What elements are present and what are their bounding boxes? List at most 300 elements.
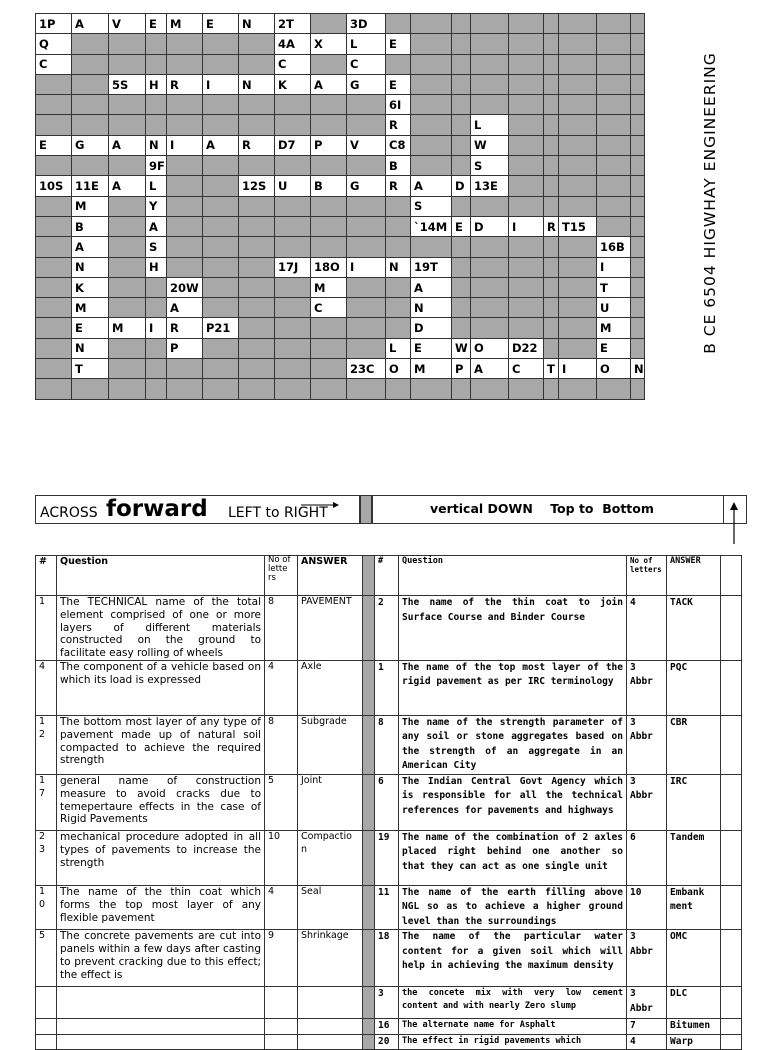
grid-block — [631, 237, 645, 257]
grid-block — [311, 338, 347, 358]
grid-block — [509, 379, 544, 399]
grid-cell: 4A — [275, 34, 311, 54]
grid-block — [146, 338, 167, 358]
grid-block — [471, 34, 509, 54]
down-clue-letters: 3 Abbr — [627, 774, 667, 830]
grid-block — [167, 54, 203, 74]
grid-block — [311, 14, 347, 34]
grid-block — [597, 34, 631, 54]
grid-block — [597, 14, 631, 34]
empty-cell — [721, 987, 742, 1019]
grid-block — [386, 237, 411, 257]
grid-block — [239, 34, 275, 54]
across-clue-answer — [298, 987, 363, 1019]
grid-block — [544, 54, 559, 74]
down-clue-answer: Warp — [667, 1034, 721, 1050]
empty-cell — [721, 660, 742, 715]
down-label: vertical DOWN Top to Bottom — [430, 501, 654, 516]
grid-block — [471, 277, 509, 297]
grid-cell: I — [559, 359, 597, 379]
grid-row — [36, 34, 645, 54]
grid-block — [452, 318, 471, 338]
grid-cell: Y — [146, 196, 167, 216]
grid-cell: K — [72, 277, 109, 297]
grid-block — [452, 54, 471, 74]
grid-block — [167, 359, 203, 379]
grid-row — [36, 318, 645, 338]
grid-block — [631, 196, 645, 216]
grid-row — [36, 95, 645, 115]
grid-cell: 13E — [471, 176, 509, 196]
grid-block — [275, 216, 311, 236]
grid-block — [559, 176, 597, 196]
grid-block — [509, 54, 544, 74]
grid-cell: K — [275, 74, 311, 94]
across-clue-letters: 8 — [265, 715, 298, 774]
grid-block — [203, 359, 239, 379]
up-arrow-icon — [724, 500, 744, 545]
across-clue-number: 1 2 — [36, 715, 57, 774]
grid-block — [347, 95, 386, 115]
grid-block — [452, 257, 471, 277]
clue-row — [36, 1019, 742, 1035]
grid-block — [631, 298, 645, 318]
down-clue-question: The name of the top most layer of the rigid pavement as per IRC terminology — [399, 660, 627, 715]
grid-cell: 11E — [72, 176, 109, 196]
grid-cell: N — [239, 14, 275, 34]
grid-block — [471, 318, 509, 338]
grid-block — [239, 379, 275, 399]
down-clue-question: The name of the strength parameter of any soil or stone aggregates based on the strength of an aggregate in an American City — [399, 715, 627, 774]
grid-cell: I — [347, 257, 386, 277]
grid-block — [411, 14, 452, 34]
grid-block — [471, 257, 509, 277]
grid-row — [36, 135, 645, 155]
clue-row — [36, 596, 742, 661]
grid-block — [411, 34, 452, 54]
grid-cell: B — [72, 216, 109, 236]
grid-block — [239, 257, 275, 277]
down-clue-letters: 3 Abbr — [627, 715, 667, 774]
grid-block — [559, 379, 597, 399]
grid-block — [311, 379, 347, 399]
down-clue-number: 8 — [375, 715, 399, 774]
grid-cell: P — [452, 359, 471, 379]
down-answer-header: ANSWER — [667, 556, 721, 596]
grid-cell: D — [452, 176, 471, 196]
grid-block — [559, 135, 597, 155]
grid-cell: S — [471, 156, 509, 176]
clue-row — [36, 830, 742, 885]
across-clue-number: 1 0 — [36, 885, 57, 930]
grid-block — [311, 318, 347, 338]
grid-block — [544, 176, 559, 196]
grid-cell: G — [72, 135, 109, 155]
grid-block — [109, 237, 146, 257]
grid-cell: L — [146, 176, 167, 196]
grid-block — [36, 277, 72, 297]
grid-cell: E — [386, 74, 411, 94]
grid-block — [203, 216, 239, 236]
grid-cell: B — [386, 156, 411, 176]
across-clue-letters: 4 — [265, 660, 298, 715]
grid-cell: A — [72, 14, 109, 34]
grid-block — [146, 379, 167, 399]
grid-block — [239, 156, 275, 176]
grid-cell: N — [386, 257, 411, 277]
grid-block — [146, 34, 167, 54]
grid-cell: C8 — [386, 135, 411, 155]
across-question-header: Question — [57, 556, 265, 596]
across-clue-number — [36, 987, 57, 1019]
grid-block — [509, 237, 544, 257]
grid-cell: A — [411, 176, 452, 196]
grid-cell: A — [311, 74, 347, 94]
grid-block — [631, 176, 645, 196]
grid-block — [452, 277, 471, 297]
down-clue-question: The Indian Central Govt Agency which is responsible for all the technical references for pavements and highways — [399, 774, 627, 830]
grid-block — [452, 196, 471, 216]
grid-block — [631, 156, 645, 176]
grid-block — [167, 237, 203, 257]
grid-block — [631, 257, 645, 277]
grid-block — [559, 196, 597, 216]
grid-row — [36, 54, 645, 74]
grid-block — [109, 359, 146, 379]
grid-block — [275, 95, 311, 115]
across-clue-letters: 5 — [265, 774, 298, 830]
grid-block — [36, 115, 72, 135]
grid-block — [386, 14, 411, 34]
grid-cell: 3D — [347, 14, 386, 34]
grid-block — [347, 318, 386, 338]
grid-block — [146, 359, 167, 379]
grid-block — [36, 74, 72, 94]
grid-block — [544, 277, 559, 297]
grid-cell: C — [509, 359, 544, 379]
grid-block — [109, 257, 146, 277]
grid-block — [452, 298, 471, 318]
grid-block — [109, 115, 146, 135]
grid-block — [509, 298, 544, 318]
grid-block — [203, 277, 239, 297]
down-clue-letters: 4 — [627, 1034, 667, 1050]
grid-block — [239, 237, 275, 257]
grid-cell: I — [146, 318, 167, 338]
grid-block — [347, 196, 386, 216]
gray-column — [363, 930, 375, 987]
grid-cell: 9F — [146, 156, 167, 176]
grid-block — [109, 379, 146, 399]
grid-block — [311, 54, 347, 74]
grid-block — [167, 115, 203, 135]
grid-block — [471, 74, 509, 94]
grid-cell: `14M — [411, 216, 452, 236]
grid-block — [544, 257, 559, 277]
grid-cell: 16B — [597, 237, 631, 257]
grid-cell: 19T — [411, 257, 452, 277]
grid-block — [36, 196, 72, 216]
grid-block — [452, 95, 471, 115]
across-clue-answer — [298, 1019, 363, 1035]
grid-block — [109, 216, 146, 236]
down-clue-number: 1 — [375, 660, 399, 715]
grid-block — [597, 95, 631, 115]
grid-block — [109, 338, 146, 358]
grid-block — [631, 14, 645, 34]
down-clue-answer: TACK — [667, 596, 721, 661]
grid-block — [452, 379, 471, 399]
grid-block — [239, 318, 275, 338]
grid-block — [559, 257, 597, 277]
grid-block — [239, 298, 275, 318]
across-clue-answer — [298, 1034, 363, 1050]
grid-cell: C — [311, 298, 347, 318]
grid-block — [275, 115, 311, 135]
grid-block — [347, 379, 386, 399]
grid-block — [311, 115, 347, 135]
down-clue-question: the concete mix with very low cement content and with nearly Zero slump — [399, 987, 627, 1019]
grid-block — [597, 196, 631, 216]
grid-block — [411, 379, 452, 399]
grid-block — [544, 34, 559, 54]
grid-cell: T15 — [559, 216, 597, 236]
grid-cell: I — [597, 257, 631, 277]
grid-block — [203, 257, 239, 277]
grid-block — [544, 74, 559, 94]
down-header — [372, 495, 747, 524]
grid-cell: A — [411, 277, 452, 297]
down-clue-number: 2 — [375, 596, 399, 661]
grid-cell: U — [597, 298, 631, 318]
grid-cell: M — [72, 196, 109, 216]
grid-block — [239, 196, 275, 216]
grid-row — [36, 257, 645, 277]
grid-block — [509, 34, 544, 54]
grid-row — [36, 237, 645, 257]
grid-block — [411, 237, 452, 257]
grid-cell: D — [471, 216, 509, 236]
grid-block — [167, 156, 203, 176]
grid-row — [36, 176, 645, 196]
grid-block — [597, 156, 631, 176]
right-arrow-icon — [299, 499, 339, 509]
grid-cell: G — [347, 176, 386, 196]
grid-cell: A — [109, 176, 146, 196]
grid-cell: N — [72, 338, 109, 358]
grid-block — [72, 115, 109, 135]
down-question-header: Question — [399, 556, 627, 596]
grid-cell: M — [411, 359, 452, 379]
header-separator — [360, 495, 372, 524]
grid-cell: L — [386, 338, 411, 358]
grid-row — [36, 156, 645, 176]
grid-block — [471, 14, 509, 34]
grid-block — [559, 237, 597, 257]
grid-block — [559, 95, 597, 115]
grid-block — [597, 216, 631, 236]
grid-cell: C — [275, 54, 311, 74]
grid-cell: N — [631, 359, 645, 379]
grid-block — [631, 338, 645, 358]
grid-block — [203, 196, 239, 216]
grid-block — [471, 237, 509, 257]
grid-block — [559, 34, 597, 54]
grid-row — [36, 14, 645, 34]
grid-cell: R — [167, 74, 203, 94]
empty-cell — [721, 715, 742, 774]
grid-block — [411, 135, 452, 155]
grid-block — [109, 95, 146, 115]
grid-block — [167, 216, 203, 236]
forward-label: forward — [106, 496, 208, 522]
grid-block — [411, 115, 452, 135]
clue-table-header — [36, 556, 742, 596]
grid-row — [36, 298, 645, 318]
grid-block — [275, 277, 311, 297]
gray-column — [363, 987, 375, 1019]
across-clue-number: 4 — [36, 660, 57, 715]
grid-block — [386, 379, 411, 399]
down-clue-answer: Embank ment — [667, 885, 721, 930]
grid-block — [509, 176, 544, 196]
grid-block — [72, 34, 109, 54]
grid-cell: 6I — [386, 95, 411, 115]
grid-cell: 2T — [275, 14, 311, 34]
grid-cell: V — [109, 14, 146, 34]
grid-cell: H — [146, 257, 167, 277]
clue-row — [36, 774, 742, 830]
grid-block — [559, 54, 597, 74]
down-clue-answer: CBR — [667, 715, 721, 774]
grid-cell: E — [72, 318, 109, 338]
clue-row — [36, 987, 742, 1019]
grid-cell: A — [167, 298, 203, 318]
grid-row — [36, 115, 645, 135]
grid-block — [509, 14, 544, 34]
grid-block — [631, 95, 645, 115]
across-clue-answer: Compactio n — [298, 830, 363, 885]
side-title-text: B CE 6504 HIGWHAY ENGINEERING — [701, 52, 719, 354]
down-clue-question: The alternate name for Asphalt — [399, 1019, 627, 1035]
grid-block — [109, 54, 146, 74]
grid-block — [203, 298, 239, 318]
across-clue-answer: Subgrade — [298, 715, 363, 774]
grid-row — [36, 379, 645, 399]
grid-cell: R — [167, 318, 203, 338]
empty-column — [721, 556, 742, 596]
grid-block — [203, 54, 239, 74]
clue-row — [36, 660, 742, 715]
gray-column — [363, 1019, 375, 1035]
clue-row — [36, 930, 742, 987]
grid-block — [311, 95, 347, 115]
down-clue-answer: IRC — [667, 774, 721, 830]
grid-block — [109, 277, 146, 297]
grid-block — [452, 14, 471, 34]
grid-block — [509, 277, 544, 297]
grid-block — [167, 176, 203, 196]
grid-cell: D22 — [509, 338, 544, 358]
grid-block — [559, 156, 597, 176]
grid-block — [411, 74, 452, 94]
grid-block — [631, 318, 645, 338]
grid-block — [146, 277, 167, 297]
grid-block — [203, 338, 239, 358]
grid-block — [72, 156, 109, 176]
down-clue-letters: 6 — [627, 830, 667, 885]
grid-cell: A — [109, 135, 146, 155]
grid-block — [559, 115, 597, 135]
grid-block — [386, 298, 411, 318]
grid-block — [239, 95, 275, 115]
grid-block — [509, 156, 544, 176]
grid-cell: N — [146, 135, 167, 155]
grid-cell: R — [544, 216, 559, 236]
down-clue-number: 16 — [375, 1019, 399, 1035]
grid-cell: T — [544, 359, 559, 379]
grid-block — [347, 115, 386, 135]
across-clue-number: 2 3 — [36, 830, 57, 885]
across-clue-question: The bottom most layer of any type of pavement made up of natural soil compacted to achieve the required strength — [57, 715, 265, 774]
across-clue-letters: 10 — [265, 830, 298, 885]
grid-block — [167, 95, 203, 115]
grid-block — [509, 196, 544, 216]
grid-block — [311, 216, 347, 236]
grid-block — [311, 237, 347, 257]
grid-cell: T — [597, 277, 631, 297]
across-letters-header: No of lette rs — [265, 556, 298, 596]
grid-block — [597, 135, 631, 155]
grid-block — [544, 196, 559, 216]
down-letters-header: No of letters — [627, 556, 667, 596]
grid-cell: 1P — [36, 14, 72, 34]
grid-row — [36, 277, 645, 297]
grid-block — [452, 135, 471, 155]
grid-block — [597, 379, 631, 399]
grid-cell: V — [347, 135, 386, 155]
empty-cell — [721, 596, 742, 661]
grid-block — [239, 359, 275, 379]
down-clue-letters: 3 Abbr — [627, 930, 667, 987]
grid-cell: E — [36, 135, 72, 155]
grid-cell: O — [471, 338, 509, 358]
empty-cell — [721, 1019, 742, 1035]
grid-block — [471, 298, 509, 318]
grid-block — [167, 257, 203, 277]
grid-block — [275, 359, 311, 379]
grid-block — [203, 95, 239, 115]
grid-cell: E — [411, 338, 452, 358]
grid-cell: C — [347, 54, 386, 74]
gray-column — [363, 715, 375, 774]
grid-block — [311, 156, 347, 176]
clue-row — [36, 715, 742, 774]
grid-block — [452, 115, 471, 135]
clue-row — [36, 885, 742, 930]
gray-column — [363, 885, 375, 930]
grid-block — [631, 379, 645, 399]
grid-cell: R — [386, 176, 411, 196]
grid-block — [347, 298, 386, 318]
grid-block — [239, 115, 275, 135]
down-clue-number: 20 — [375, 1034, 399, 1050]
across-clue-question: The concrete pavements are cut into panels within a few days after casting to prevent cracking due to this effect; the effect is — [57, 930, 265, 987]
down-num-header: # — [375, 556, 399, 596]
grid-block — [275, 237, 311, 257]
empty-cell — [721, 885, 742, 930]
grid-block — [72, 379, 109, 399]
